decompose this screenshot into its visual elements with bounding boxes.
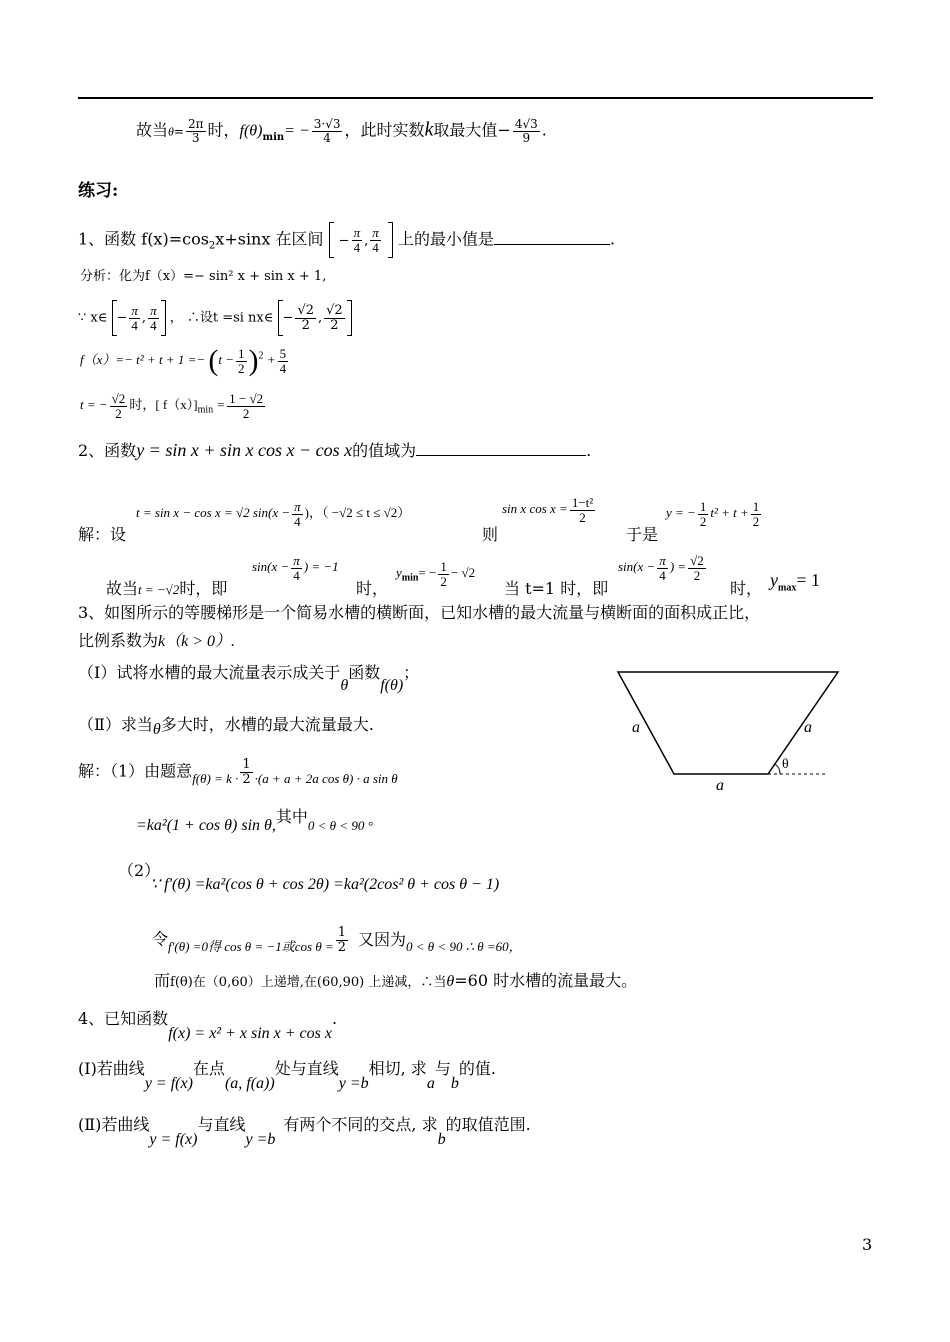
paren: ): [248, 344, 259, 377]
math: y = −: [666, 505, 696, 521]
part-2-label: （2）: [118, 861, 161, 880]
text: 在点: [192, 1059, 225, 1078]
text: 又因为: [358, 929, 407, 949]
y-in-t: [666, 500, 763, 528]
math: t = sin x − cos x = √2 sin(x −: [136, 505, 291, 521]
text: 的值.: [458, 1059, 496, 1078]
text: 取最大值: [433, 120, 498, 140]
fraction: $\frac{1}{2}$: [337, 925, 347, 955]
math: f（x）=− t² + t + 1 =−: [80, 351, 206, 367]
math: (a, f(a)): [224, 1075, 275, 1092]
math: θ: [340, 677, 349, 694]
math: f(x) = x² + x sin x + cos x: [168, 1025, 332, 1042]
extremes-line: [106, 580, 227, 598]
math: y = f(x): [149, 1131, 198, 1148]
fraction: $\frac{\pi}{4}$: [372, 224, 379, 255]
text: 函数: [348, 663, 381, 682]
fraction: $\frac{√2}{2}$: [326, 302, 343, 333]
text: 当 t=1 时，即: [504, 579, 609, 598]
text: 比例系数为: [78, 631, 159, 650]
fraction: $\frac{1}{2}$: [752, 499, 760, 529]
math: θ: [168, 124, 174, 139]
math: a: [426, 1075, 435, 1092]
text: 的取值范围.: [445, 1115, 531, 1134]
derivative: ∵ f'(θ) =ka²(cos θ + cos 2θ) =ka²(2cos² θ + cos θ − 1): [150, 876, 500, 893]
solution-label: 解：设: [78, 525, 127, 544]
math: ,: [364, 233, 369, 249]
sin-eq-max: [618, 554, 708, 582]
text: =60 时水槽的流量最大。: [454, 971, 638, 990]
math: y: [770, 570, 778, 590]
text: 时，: [207, 120, 240, 140]
text: 1、函数 f(x)=cos: [78, 229, 209, 249]
math: − √2: [450, 565, 476, 581]
fraction: $\frac{\pi}{4}$: [294, 499, 301, 529]
analysis-line-2: ∵ x∈ − $\frac{\pi}{4}$ , $\frac{\pi}{4}$ ， ∴设t =si nx∈ − $\frac{√2}{2}$ , $\frac{√2}{2}$: [78, 300, 352, 336]
paren: (: [208, 344, 219, 377]
header-rule: [78, 97, 873, 99]
fraction: $\frac{3\cdot√3}{4}$: [313, 117, 341, 145]
text: 上的最小值是: [397, 229, 494, 249]
label-left-side: a: [632, 719, 640, 736]
math: ) =: [669, 559, 687, 575]
question-1: [78, 222, 615, 258]
math: =: [213, 397, 226, 413]
label-right-side: a: [804, 719, 812, 736]
text: .: [541, 120, 547, 140]
solution-3-line-2: [136, 807, 373, 835]
math: k: [424, 118, 434, 141]
answer-blank[interactable]: [416, 455, 586, 456]
text: x+sinx 在区间: [215, 229, 324, 249]
math: θ: [152, 721, 161, 738]
text: ；: [403, 663, 420, 682]
solution-3-line-1: [78, 758, 398, 786]
text: 令: [152, 929, 169, 949]
question-4: [78, 1009, 338, 1042]
math: y =b: [338, 1075, 369, 1092]
fraction: $\frac{4√3}{9}$: [514, 117, 538, 145]
question-3-part-2: [78, 715, 374, 738]
subscript: min: [401, 572, 419, 584]
text: 故当: [136, 120, 169, 140]
question-2: [78, 440, 591, 461]
question-3-line-1: 3、如图所示的等腰梯形是一个简易水槽的横断面，已知水槽的最大流量与横断面的面积成正比，: [78, 603, 761, 622]
math: −: [497, 120, 511, 140]
text: 其中: [275, 807, 308, 826]
fraction: $\frac{\pi}{4}$: [353, 224, 361, 255]
math: =: [173, 124, 184, 139]
practice-title: 练习:: [78, 181, 119, 201]
bracket: [161, 300, 166, 336]
analysis-line-3: f（x）=− t² + t + 1 =− (t − $\frac{1}{2}$ )$^2$ + $\frac{5}{4}$: [80, 344, 287, 377]
math: y = f(x): [144, 1075, 193, 1092]
fraction: $\frac{1}{2}$: [242, 757, 251, 787]
text: 与: [434, 1059, 451, 1078]
text: 解：（1）由题意: [78, 761, 193, 781]
analysis-line-1: 分析：化为f（x）=− sin² x + sin x + 1,: [80, 269, 327, 284]
interval-bracket-left: [329, 222, 334, 258]
text: 时，: [730, 579, 763, 598]
subscript: max: [778, 582, 797, 594]
fraction: $\frac{√2}{2}$: [690, 553, 704, 583]
text: (Ⅱ)若曲线: [78, 1115, 150, 1134]
text: 时，: [356, 579, 389, 598]
math: =ka²(1 + cos θ) sin θ,: [136, 817, 276, 834]
math: )，（ −√2 ≤ t ≤ √2）: [304, 505, 411, 521]
text: 多大时，水槽的最大流量最大.: [160, 715, 374, 734]
math: t² + t +: [710, 505, 749, 521]
question-3-line-2: [78, 632, 235, 651]
math: y = sin x + sin x cos x − cos x: [136, 440, 353, 460]
interval-bracket-right: [388, 222, 393, 258]
math: = 1: [796, 570, 820, 590]
subscript: min: [197, 404, 214, 416]
intro-line: [136, 118, 547, 144]
text: 2、函数: [78, 441, 137, 460]
question-4-part-1: [78, 1059, 496, 1092]
math: θ: [446, 973, 455, 990]
math: y =b: [245, 1131, 276, 1148]
math: t = −: [80, 397, 108, 413]
fraction: $\frac{\pi}{4}$: [659, 553, 666, 583]
text: f(θ)在（0,60）上递增,在(60,90) 上递减，∴当: [170, 975, 447, 990]
trapezoid-diagram: [600, 660, 860, 800]
math: sin(x −: [618, 559, 656, 575]
sin-eq-min: [252, 554, 339, 582]
page-number: 3: [862, 1235, 873, 1254]
text: 于是: [626, 525, 659, 544]
text: 处与直线: [274, 1059, 339, 1078]
analysis-line-4: [80, 392, 267, 420]
solution-3-line-5: [154, 972, 637, 991]
fraction: $\frac{5}{4}$: [279, 345, 287, 376]
text: 故当: [106, 579, 139, 598]
math: k（k > 0）.: [158, 633, 236, 650]
math: 0 < θ < 90 ∴ θ =60，: [406, 938, 522, 954]
math: f(θ): [239, 122, 263, 140]
label-angle-theta: θ: [782, 757, 789, 772]
text: (Ⅰ)若曲线: [78, 1059, 145, 1078]
math: ·(a + a + 2a cos θ) · a sin θ: [254, 770, 398, 786]
math: = −: [284, 122, 310, 140]
text: 相切, 求: [368, 1059, 427, 1078]
fraction: $\frac{\text{1−t²}}{2}$: [571, 495, 594, 525]
math: +: [266, 351, 276, 367]
fraction: $\frac{1}{2}$: [238, 345, 245, 376]
ymax: [770, 570, 820, 594]
text: ，此时实数: [344, 120, 425, 140]
math: b: [437, 1131, 446, 1148]
text: ， ∴设t =si nx∈: [169, 310, 274, 326]
fraction: $\frac{\pi}{4}$: [150, 302, 157, 333]
fraction: $\frac{\pi}{4}$: [293, 553, 300, 583]
fraction: $\frac{1}{2}$: [699, 499, 707, 529]
math: −: [338, 233, 350, 249]
text: 则: [482, 525, 499, 544]
bracket: [347, 300, 352, 336]
fraction: $\frac{\pi}{4}$: [131, 302, 138, 333]
math: sin x cos x =: [502, 501, 568, 517]
question-3-part-1: [78, 663, 420, 694]
math: t = −√2: [138, 582, 180, 597]
math: b: [450, 1075, 459, 1092]
text: 而: [154, 971, 171, 990]
text: .: [586, 441, 592, 460]
fraction: $\frac{√2}{2}$: [111, 391, 126, 421]
text: ∵ x∈: [78, 310, 108, 326]
text: .: [331, 1009, 338, 1028]
substitution: [136, 500, 410, 528]
text: 的值域为: [352, 441, 417, 460]
subscript: 2: [208, 240, 216, 252]
ymin: [396, 560, 475, 588]
text: 与直线: [197, 1115, 246, 1134]
subscript: min: [262, 131, 285, 143]
math: sin(x −: [252, 559, 290, 575]
fraction: $\frac{√2}{2}$: [297, 302, 314, 333]
product-identity: [502, 496, 597, 524]
label-bottom-side: a: [716, 777, 724, 794]
solution-3-line-4: [152, 926, 522, 954]
fraction: $\frac{1}{2}$: [440, 559, 447, 589]
math: ) = −1: [303, 559, 339, 575]
angle-arc: [775, 764, 780, 774]
text: 有两个不同的交点, 求: [283, 1115, 438, 1134]
math: f'(θ) =0得 cos θ = −1或cos θ =: [168, 938, 334, 954]
math: f(θ): [380, 677, 404, 694]
math: 0 < θ < 90 °: [307, 818, 373, 833]
fraction: $\frac{1 - √2}{2}$: [229, 391, 264, 421]
fraction: $\frac{2\pi}{3}$: [187, 117, 204, 145]
text: 4、已知函数: [78, 1009, 169, 1028]
text: （Ⅰ）试将水槽的最大流量表示成关于: [78, 663, 341, 682]
math: = −: [418, 565, 437, 581]
text: 时，[ f（x）]: [129, 397, 198, 413]
answer-blank[interactable]: [494, 244, 610, 245]
text: .: [609, 229, 616, 249]
text: 时，即: [179, 579, 228, 598]
math: f(θ) = k ·: [192, 770, 239, 786]
text: （Ⅱ）求当: [78, 715, 153, 734]
question-4-part-2: [78, 1115, 531, 1148]
math: t −: [218, 351, 235, 367]
math: y: [396, 565, 402, 581]
